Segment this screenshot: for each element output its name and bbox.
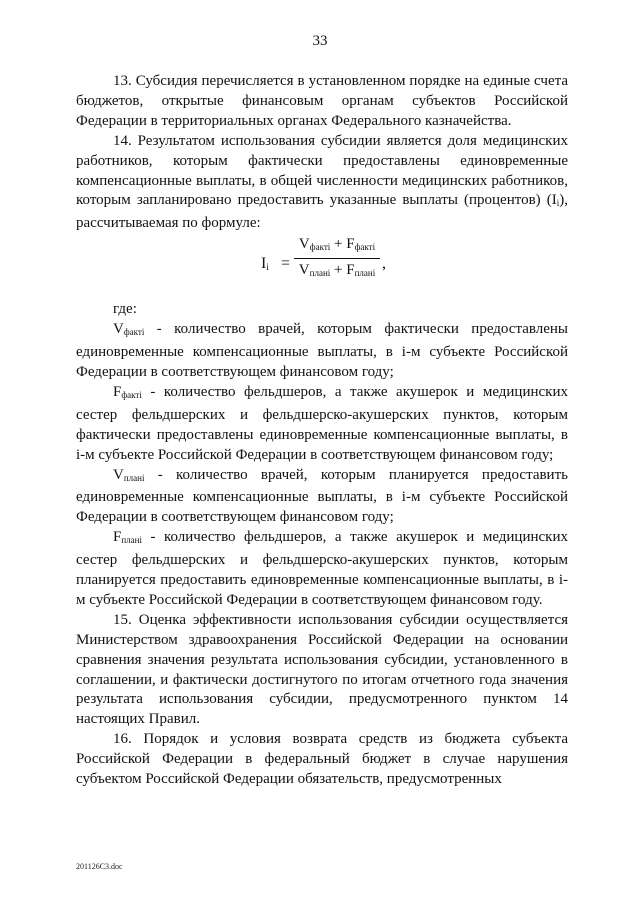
page-number: 33	[312, 33, 328, 49]
den-v-sub: плані	[309, 268, 331, 279]
definition-v-plan	[76, 466, 568, 529]
formula-fraction	[294, 235, 380, 283]
f-fact-symbol: F	[113, 383, 122, 400]
definition-f-fact	[76, 383, 568, 466]
num-v-sub: факті	[309, 242, 331, 253]
document-body	[76, 72, 568, 790]
formula-lhs-sub: i	[266, 262, 269, 273]
den-v: V	[298, 262, 310, 279]
paragraph-14-end: ), рассчитываемая по формуле:	[76, 192, 568, 232]
formula-lhs-symbol: I	[261, 255, 267, 273]
v-fact-sub: факті	[123, 327, 145, 338]
v-fact-symbol: V	[113, 321, 124, 338]
den-plus: +	[330, 262, 347, 279]
f-fact-text: - количество фельдшеров, а также акушерок и медицинских сестер фельдшерских и фельдшерско-акушерских пунктов, которым фактически предоставлены единовременные компенсационные выплаты, в i-м субъекте Российской Федерации в соответствующем финансовом году;	[76, 383, 568, 463]
paragraph-16: 16. Порядок и условия возврата средств из бюджета субъекта Российской Федерации в федеральный бюджет в случае нарушения субъектом Российской Федерации обязательств, предусмотренных	[76, 731, 568, 788]
f-plan-text: - количество фельдшеров, а также акушерок и медицинских сестер фельдшерских и фельдшерско-акушерских пунктов, которым планируется предоставить единовременные компенсационные выплаты, в i-м субъекте Российской Федерации в соответствующем финансовом году.	[76, 529, 568, 608]
f-plan-sub: плані	[121, 535, 142, 546]
v-fact-text: - количество врачей, которым фактически предоставлены единовременные компенсационные выплаты, в i-м субъекте Российской Федерации в соответствующем финансовом году;	[76, 321, 568, 380]
num-v: V	[298, 236, 310, 253]
formula-numerator	[294, 235, 380, 259]
f-fact-sub: факті	[121, 389, 142, 400]
footer-filename: 201126C3.doc	[76, 862, 123, 871]
v-plan-symbol: V	[113, 466, 124, 483]
num-f-sub: факті	[354, 242, 376, 253]
formula-comma: ,	[382, 255, 386, 273]
paragraph-15: 15. Оценка эффективности использования субсидии осуществляется Министерством здравоохранения Российской Федерации на основании сравнения значения результата использования субсидии, установленного в соглашении, и фактически достигнутого по итогам отчетного года значения результата использования субсидии, предусмотренного пунктом 14 настоящих Правил.	[76, 611, 568, 728]
definition-f-plan	[76, 528, 568, 611]
formula	[76, 234, 568, 296]
formula-equals: =	[281, 255, 291, 273]
formula-denominator	[294, 259, 380, 283]
where-label: где:	[113, 301, 137, 318]
den-f: F	[346, 262, 355, 279]
v-plan-sub: плані	[123, 472, 145, 483]
num-f: F	[346, 236, 355, 253]
definition-v-fact	[76, 320, 568, 383]
f-plan-symbol: F	[113, 529, 122, 546]
v-plan-text: - количество врачей, которым планируется предоставить единовременные компенсационные выплаты, в i-м субъекте Российской Федерации в соответствующем финансовом году;	[76, 466, 568, 526]
paragraph-14-text: 14. Результатом использования субсидии является доля медицинских работников, которым фактически предоставлены единовременные компенсационные выплаты, в общей численности медицинских работников, которым запланировано предоставить указанные выплаты (процентов) (I	[76, 132, 568, 209]
paragraph-13: 13. Субсидия перечисляется в установленном порядке на единые счета бюджетов, открытые финансовым органам субъектов Российской Федерации в территориальных органах Федерального казначейства.	[76, 73, 568, 129]
paragraph-14	[76, 132, 568, 235]
formula-lhs	[261, 254, 269, 278]
num-plus: +	[330, 236, 347, 253]
den-f-sub: плані	[354, 268, 376, 279]
paragraph-14-sub: i	[556, 198, 560, 209]
